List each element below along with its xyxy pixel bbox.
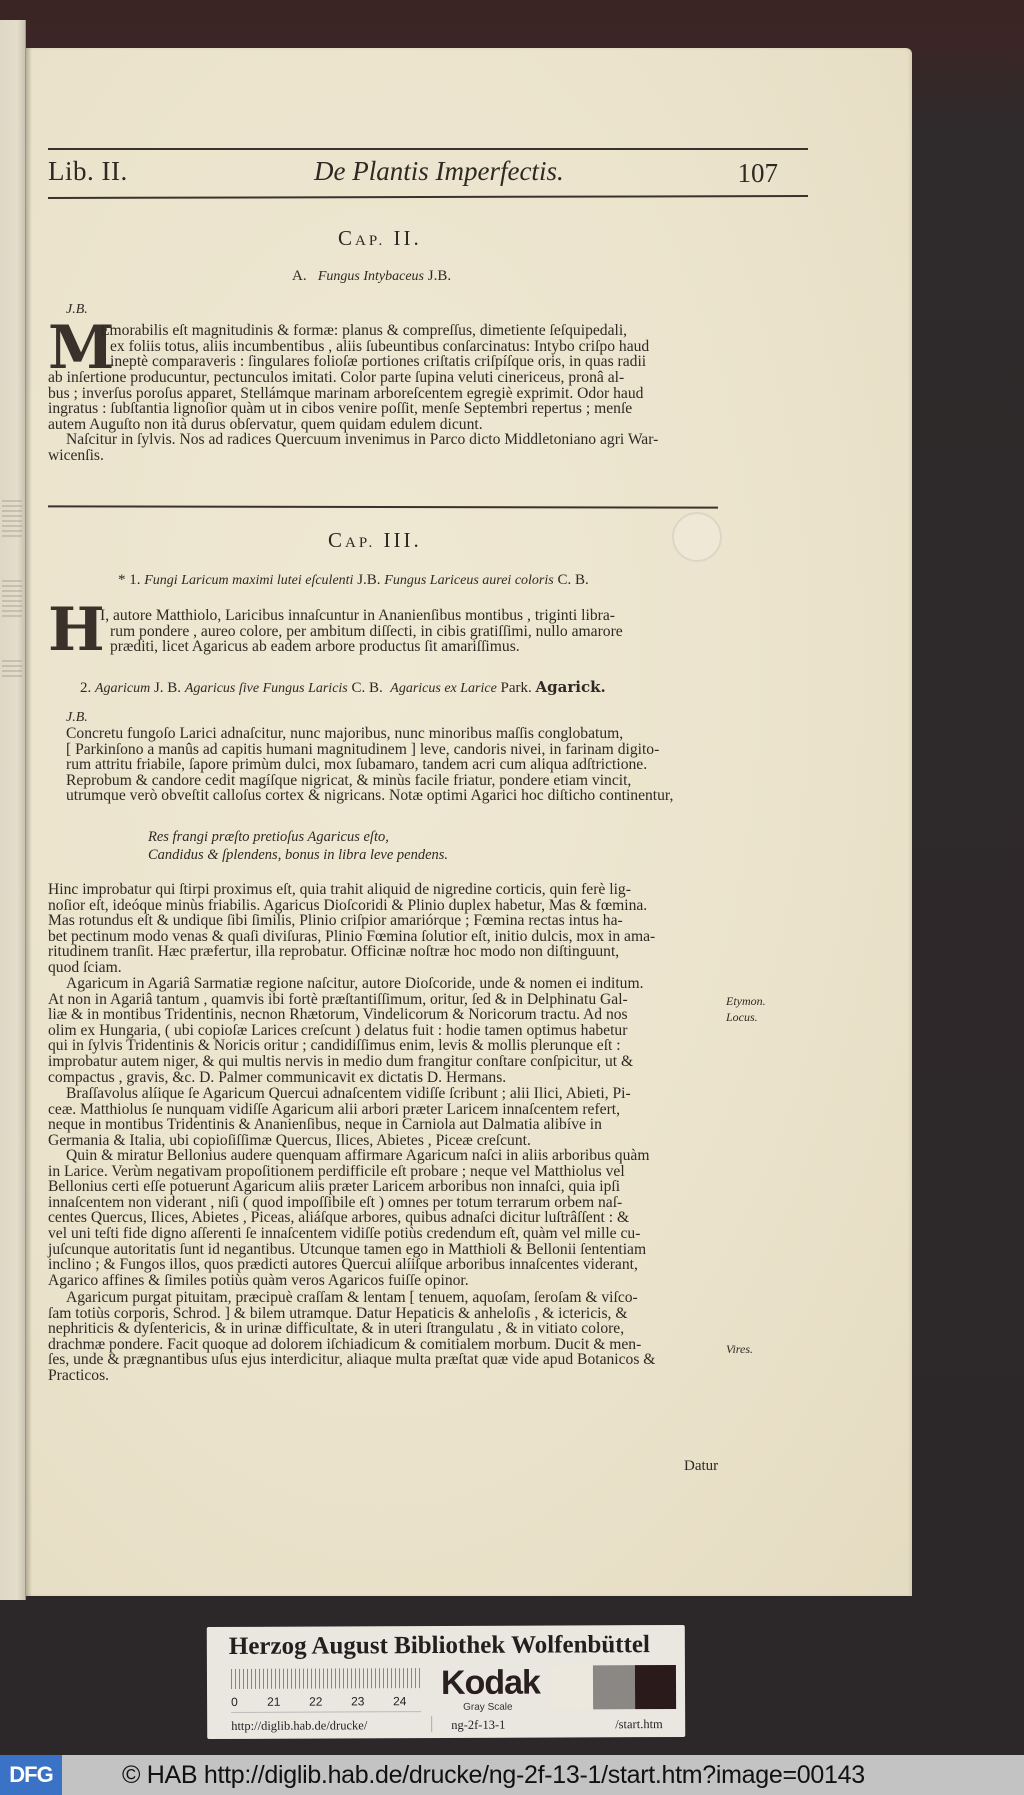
text-line: At non in Agariâ tantum , quamvis ibi fortè præſtantiſſimum, oritur, ſed & in Delphinatu Gal- [48,990,628,1008]
text-line: Agaricum in Agariâ Sarmatiæ regione naſcitur, autore Dioſcoride, unde & nomen ei inditum. [66,975,644,992]
ruler-number: 0 [231,1694,238,1709]
text-line: ceæ. Matthiolus ſe nunquam vidiſſe Agaricum alii arbori præter Laricem innaſcentem refert, [48,1100,621,1118]
text-line: drachmæ pondere. Facit quoque ad dolorem iſchiadicum & comitialem morbum. Ducit & men- [48,1335,642,1353]
entry-marker: * 1. [118,572,141,588]
text-line: Agarico affines & ſimiles potiùs quàm veros Agaricos fuiſſe opinor. [48,1271,469,1289]
chapter-3-para-5 [48,1086,724,1148]
chapter-3-heading [328,528,422,553]
text-line: bus ; inverſus poroſus apparet, Stellámque marinam arboreſcentem egregiè exprimit. Odor haud [48,384,644,402]
ruler-number: 23 [351,1694,365,1709]
label-url-mid: ng-2f-13-1 [451,1717,506,1732]
swatch-gray [593,1665,635,1709]
chapter-3-para-1 [100,608,724,655]
margin-note-etymon: Etymon. [726,994,766,1008]
entry-name: Fungus Lariceus aurei coloris [384,573,554,588]
swatch-white [552,1665,594,1709]
ruler-number: 24 [393,1694,407,1709]
text-line: olim ex Hungaria, ( ubi copioſæ Larices creſcunt ) delatus fuit : hodie tamen optimus habetur [48,1021,628,1039]
text-line: bet pectinum modo venas & quaſi diviſuras, Plinio Fœmina ſolutior eſt, initio dulcis, mox in ama- [48,927,656,945]
drop-cap-m: M [48,313,115,383]
source-tag: J.B. [66,710,88,725]
text-line: præditi, licet Agaricus ab eadem arbore productus ſit amariſſimus. [110,638,520,656]
text-line: utrumque verò obveſtit calloſus cortex & nigricans. Notæ optimi Agarici hoc diſticho continentur, [66,787,674,805]
text-line: liæ & in montibus Tridentinis, necnon Rhætorum, Vindelicorum & Noricorum tractu. Ad nos [48,1006,628,1024]
entry-marker: 2. [80,680,92,696]
entry-author: C. B. [557,572,589,588]
book-number: Lib. II. [48,156,128,186]
entry-name: Agaricus ſive Fungus Laricis [184,681,348,696]
chapter-3-para-2 [48,726,724,804]
entry-name: Agaricus ex Larice [390,681,497,696]
ruler-numbers [231,1694,421,1709]
text-line: Quin & miratur Bellonius audere quenquam affirmare Agaricum naſci in aliis arboribus quàm [66,1147,650,1164]
copyright-bar [0,1755,1024,1795]
text-line: [ Parkinſono a manûs ad capitis humani magnitudinem ] leve, candoris nivei, in farinam digito- [66,740,660,758]
dfg-logo: DFG [0,1755,62,1795]
text-line: Mas rotundus eſt & undique ſibi ſimilis, Plinio criſpior amariórque ; Fœmina rectas intus ha- [48,912,623,930]
gutter-shadow [26,48,32,1596]
cap-number: III. [383,528,422,552]
cap-number: II. [393,226,422,250]
text-line: noſior eſt, ideóque minùs friabilis. Agaricus Dioſcoridi & Plinio duplex habetur, Mas & fœmina. [48,896,648,914]
chapter-3-para-3 [48,882,724,976]
label-url-left: http://diglib.hab.de/drucke/ [231,1718,368,1733]
ghost-text [2,580,22,620]
text-line: juſcunque autoritatis ſunt id negantibus. Utcunque tamen ego in Matthioli & Bellonii ſententiam [48,1240,647,1258]
text-line: rum pondere , aureo colore, per ambitum diſſecti, in cibis gratiſſimi, nullo amarore [110,622,623,640]
entry-author: C. B. [351,680,383,696]
text-line: nephriticis & dyſentericis, & in urinæ difficultate, & in uteri ſtrangulatu , & in vitiato colore, [48,1320,625,1338]
text-line: Bellonius certi eſſe potuerunt Agaricum aliis præter Laricem arboribus non innaſci, quia ipſi [48,1178,621,1196]
verse-line: Candidus & ſplendens, bonus in libra leve pendens. [148,847,449,863]
chapter-2-para-b [48,370,724,464]
entry-author: J. B. [153,680,182,696]
text-line: ſam totiùs corporis, Schrod. ] & bilem utramque. Datur Hepaticis & anheloſis , & ictericis, & [48,1304,628,1322]
gray-scale-label: Gray Scale [463,1701,513,1713]
text-line: I, autore Matthiolo, Laricibus innaſcuntur in Ananienſibus montibus , triginti libra- [100,607,615,624]
chapter-2-para-a [100,323,724,370]
text-line: Agaricum purgat pituitam, præcipuè craſſam & lentam [ tenuem, aquoſam, ſeroſam & viſco- [66,1289,638,1306]
text-line: centes Quercus, Ilices, Abietes , Piceas, aliáſque arbores, quibus adnaſci dicitur luſtrâſſent : & [48,1209,630,1227]
chapter-3-para-4 [48,976,724,1085]
text-line: in Larice. Verùm negativam propoſitionem perdifficile eſt probare ; neque vel Matthiolus vel [48,1162,625,1180]
margin-note-vires: Vires. [726,1342,753,1356]
text-line: Emorabilis eſt magnitudinis & formæ: planus & compreſſus, dimetiente ſeſquipedali, [100,322,628,339]
previous-page-edge [0,20,26,1600]
kodak-logo: Kodak [440,1663,541,1703]
text-line: Germania & Italia, ubi copioſiſſimæ Quercus, Ilices, Abietes , Piceæ creſcunt. [48,1131,531,1149]
text-line: autem Auguſto non ità durus obſervatur, quem quidam edulem dicunt. [48,415,483,433]
head-rule-top [48,148,808,150]
entry-author: J.B. [427,268,452,284]
text-line: ab inſertione producuntur, pectunculos imitati. Color parte ſupina veluti cinericeus, pronâ al- [48,369,625,386]
entry-name: Fungi Laricum maximi lutei eſculenti [144,573,354,588]
margin-note-locus: Locus. [726,1010,758,1024]
drop-cap-h: H [48,595,105,665]
label-url-right: /start.htm [615,1717,663,1732]
running-head [48,156,778,192]
chapter-2-heading [338,226,422,251]
text-line: ineptè comparaveris : ſingulares folioſæ portiones criſtatis criſpíſque oris, in quas radii [110,353,647,371]
chapter-3-para-6 [48,1148,724,1288]
text-line: Naſcitur in ſylvis. Nos ad radices Quercuum invenimus in Parco dicto Middletoniano agri War- [66,431,659,449]
text-line: Concretu fungoſo Larici adnaſcitur, nunc majoribus, nunc minoribus maſſis conglobatum, [66,725,624,742]
text-line: ex foliis totus, aliis incumbentibus , aliis ſubeuntibus conſarcinatus: Intybo criſpo haud [110,337,650,355]
ghost-text [2,500,22,540]
text-line: rum attritu friabile, ſapore primùm dulci, mox ſubamaro, tandem acri cum aliqua adſtrictione. [66,756,648,774]
library-name: Herzog August Bibliothek Wolfenbüttel [228,1631,651,1660]
entry-author: Park. [500,680,532,696]
text-line: ingratus : ſubſtantia lignoſior quàm ut in cibos venire poſſit, menſe Septembri repertus ; menſe [48,400,633,418]
swatch-black [635,1665,677,1709]
cap-rest: AP. [355,233,386,249]
text-line: innaſcentem non viderant , niſi ( quod impoſſibile eſt ) omnes per totum terrarum orbem naſ- [48,1193,623,1211]
text-line: quod ſciam. [48,958,122,976]
text-line: improbatur autem niger, & qui multis nervis in medio dum frangitur conſtare conſpicitur, ut & [48,1052,634,1070]
text-line: qui in ſylvis Tridentinis & Noricis oritur ; candidiſſimus enim, levis & mollis plerunque eſt : [48,1037,621,1055]
text-line: neque in montibus Tridentinis & Ananienſibus, neque in Carniola aut Dalmatia alibíve in [48,1116,602,1134]
entry-author: J.B. [357,572,381,588]
paper-stain [672,512,722,562]
verse-line: Res frangi præſto pretioſus Agaricus eſto, [148,829,389,845]
entry-name: Agaricum [95,681,151,696]
distich [148,828,448,864]
ghost-text [2,660,22,680]
text-line: wicenſis. [48,446,104,464]
page-number: 107 [737,158,778,188]
copyright-text: © HAB http://diglib.hab.de/drucke/ng-2f-13-1/start.htm?image=00143 [122,1760,865,1789]
text-line: vel uni teſti fide digno aſſerenti ſe innaſcentem vidiſſe potiùs credendum eſt, quàm vel mille cu- [48,1224,641,1242]
text-line: compactus , gravis, &c. D. Palmer communicavit ex dictatis D. Hermans. [48,1068,507,1086]
text-line: Hinc improbatur qui ſtirpi proximus eſt, quia trahit aliquid de nigredine corticis, quin ferè lig- [48,881,631,898]
ruler-ticks [231,1668,421,1689]
cap-initial: C [328,528,346,552]
library-label-card [207,1625,685,1739]
source-tag: J.B. [66,302,88,317]
ruler-number: 22 [309,1694,323,1709]
ruler-number: 21 [267,1694,281,1709]
entry-letter: A. [292,268,307,284]
text-line: ritudinem tranſit. Hæc præfertur, illa reprobatur. Officinæ noſtræ hoc modo non diſtinguunt, [48,943,620,961]
cap-rest: AP. [345,535,376,551]
text-line: Reprobum & candore cedit magíſque nigricat, & minùs facile friatur, pondere etiam vincit, [66,771,632,789]
running-title: De Plantis Imperfectis. [314,156,564,186]
chapter-3-entry-2 [80,678,606,697]
text-line: inclino ; & Fungos illos, quos prædicti autores Quercui alíiſque arboribus innaſcentes viderant, [48,1256,638,1274]
text-line: Practicos. [48,1366,110,1384]
scale-ruler [231,1668,421,1713]
english-name: Agarick. [535,678,606,696]
label-separator [431,1716,432,1732]
cap-initial: C [338,226,356,250]
text-line: Braſſavolus alíique ſe Agaricum Quercui adnaſcentem vidiſſe ſcribunt ; alii Ilici, Abieti, Pi- [66,1085,631,1102]
gray-scale-swatches [552,1665,676,1710]
catchword: Datur [684,1458,719,1474]
entry-name: Fungus Intybaceus [317,269,424,284]
chapter-2-entry [292,268,451,285]
chapter-3-para-7 [48,1290,724,1384]
text-line: ſes, unde & prægnantibus uſus ejus interdicitur, aliaque multa præſtat quæ vide apud Botanicos & [48,1351,656,1369]
chapter-3-entry-1 [118,572,589,589]
